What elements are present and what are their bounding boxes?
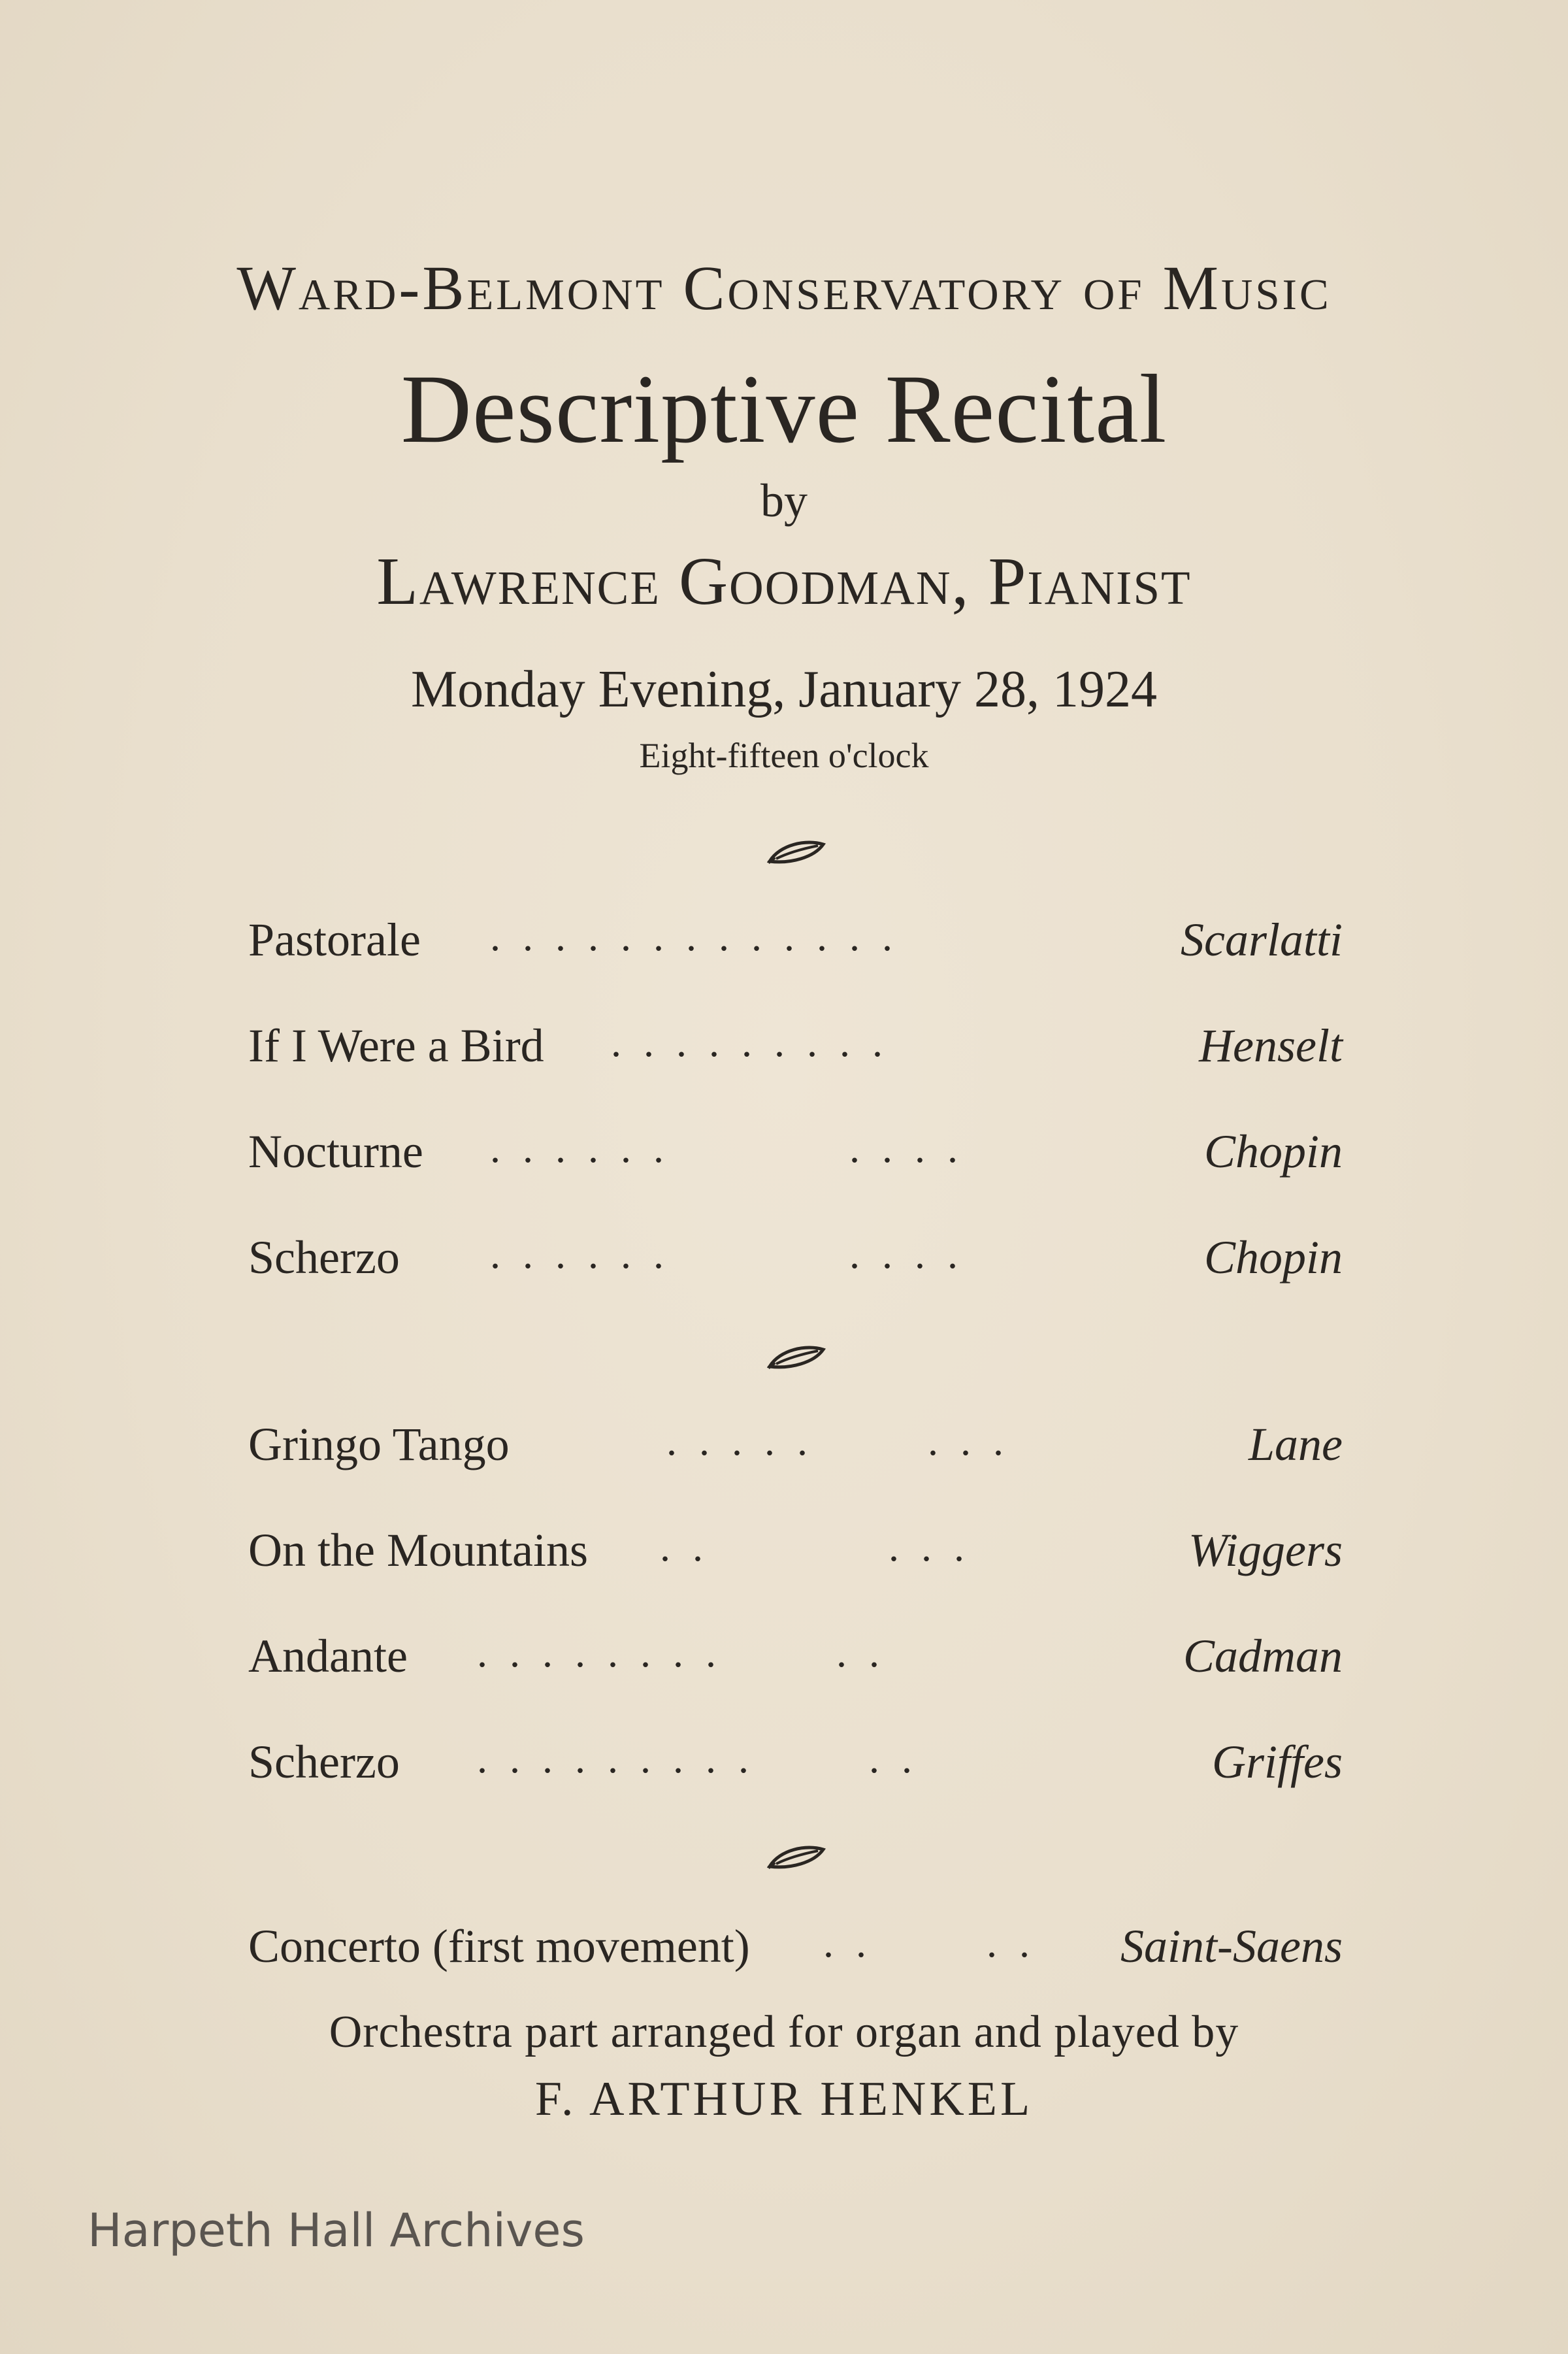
piece-title: Andante [248,1630,408,1682]
program-item [248,1512,1343,1578]
leader-dots: ..... ... [666,1417,1026,1464]
piece-title: Concerto (first movement) [248,1920,750,1972]
archive-watermark: Harpeth Hall Archives [88,2204,585,2257]
program-item [248,1618,1343,1683]
leader-dots: ...... .... [490,1231,980,1277]
organist-name: F. ARTHUR HENKEL [534,2072,1034,2126]
composer-name: Chopin [1203,1231,1343,1284]
composer-name: Wiggers [1188,1524,1343,1576]
leaf-ornament-icon [767,838,826,867]
piece-title: Gringo Tango [248,1418,510,1470]
composer-name: Henselt [1199,1020,1343,1072]
program-item [248,902,1343,967]
piece-title: Nocturne [248,1125,423,1178]
program-item [248,1908,1343,1974]
composer-name: Scarlatti [1181,914,1343,966]
orchestra-note: Orchestra part arranged for organ and played by [329,2007,1239,2057]
leaf-ornament-icon [767,1843,826,1872]
leader-dots: .. .. [823,1919,1052,1966]
recital-date: Monday Evening, January 28, 1924 [410,661,1158,718]
program-item [248,1219,1343,1285]
conservatory-name: Ward-Belmont Conservatory of Music [237,253,1331,323]
leader-dots: .. ... [660,1523,987,1570]
program-item [248,1406,1343,1472]
composer-name: Griffes [1211,1736,1343,1788]
leader-dots: ......... .. [477,1735,934,1782]
composer-name: Cadman [1183,1630,1343,1682]
program-item [248,1724,1343,1789]
composer-name: Chopin [1203,1125,1343,1178]
piece-title: Scherzo [248,1231,400,1284]
leader-dots: ...... .... [490,1125,980,1171]
performer-name: Lawrence Goodman, Pianist [376,544,1192,619]
composer-name: Saint-Saens [1120,1920,1343,1972]
program-item [248,1114,1343,1179]
recital-title: Descriptive Recital [400,355,1168,463]
leaf-ornament-icon [767,1343,826,1372]
piece-title: Scherzo [248,1736,400,1788]
piece-title: If I Were a Bird [248,1020,544,1072]
leader-dots: ............. [490,913,915,959]
recital-time: Eight-fifteen o'clock [639,736,929,775]
by-line: by [760,474,808,527]
composer-name: Lane [1249,1418,1343,1470]
piece-title: Pastorale [248,914,421,966]
piece-title: On the Mountains [248,1524,588,1576]
leader-dots: ......... [611,1019,905,1065]
leader-dots: ........ .. [477,1629,902,1676]
program-item [248,1008,1343,1073]
